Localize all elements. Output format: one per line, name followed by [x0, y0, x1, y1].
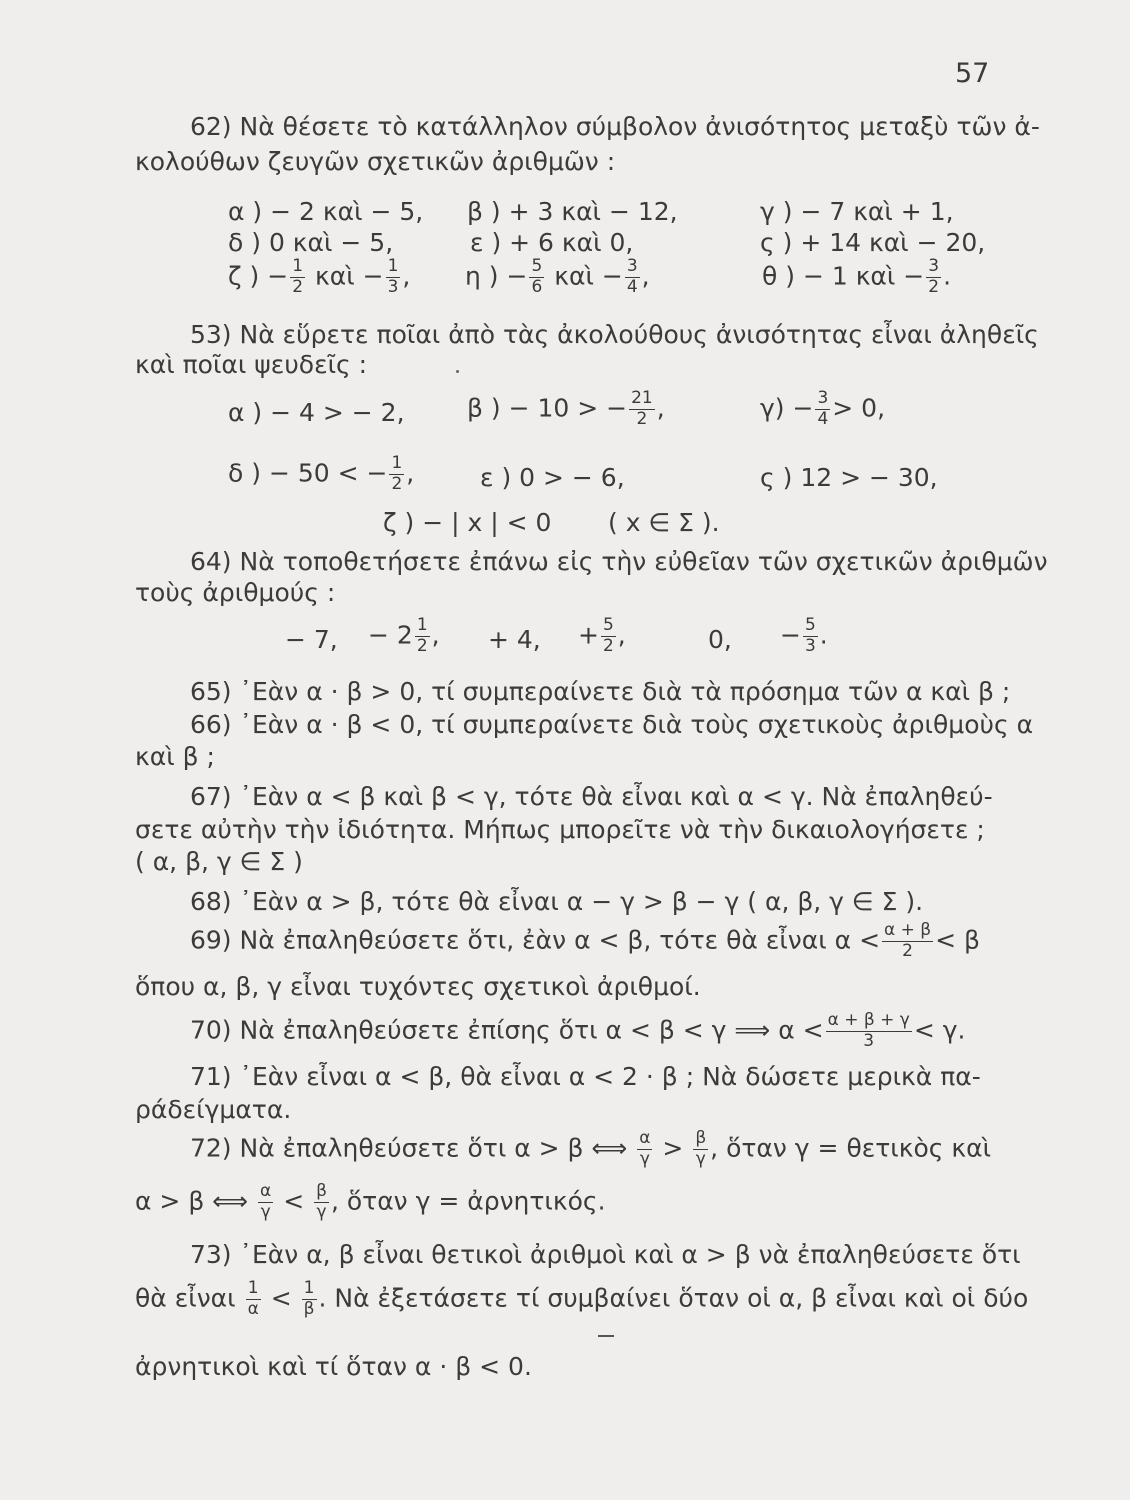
fraction: $\frac{\alpha}{\gamma}$ — [639, 1128, 651, 1169]
exercise-53-line-1: 53) Νὰ εὕρετε ποῖαι ἀπὸ τὰς ἀκολούθους ἀνισότητας εἶναι ἀληθεῖς — [190, 320, 1039, 349]
exercise-53-line-2: καὶ ποῖαι ψευδεῖς : — [135, 350, 368, 379]
exercise-67-line-2: σετε αὐτὴν τὴν ἰδιότητα. Μήπως μπορεῖτε νὰ τὴν δικαιολογήσετε ; — [135, 815, 985, 844]
exercise-73-line-2: θὰ εἶναι $\frac{1}{\alpha}$ < $\frac{1}{\beta}$ . Νὰ ἐξετάσετε τί συμβαίνει ὅταν οἱ α, β εἶναι καὶ οἱ δύο — [135, 1278, 1029, 1319]
exercise-65: 65) ᾿Εὰν α · β > 0, τί συμπεραίνετε διὰ τὰ πρόσημα τῶν α καὶ β ; — [190, 677, 1011, 706]
exercise-70: 70) Νὰ ἐπαληθεύσετε ἐπίσης ὅτι α < β < γ ⟹ α < $\frac{\alpha + \beta + \gamma}{3}$ < γ. — [190, 1010, 966, 1051]
fraction: $\frac{\beta}{\gamma}$ — [316, 1181, 327, 1222]
ex53-item-b: β ) − 10 > − $\frac{21}{2}$ , — [467, 388, 665, 429]
fraction: $\frac{1}{3}$ — [387, 256, 399, 297]
ex53-item-c: γ) − $\frac{3}{4}$ > 0, — [760, 388, 886, 429]
exercise-71-line-1: 71) ᾿Εὰν εἶναι α < β, θὰ εἶναι α < 2 · β ; Νὰ δώσετε μερικὰ πα- — [190, 1062, 981, 1091]
exercise-64-line-1: 64) Νὰ τοποθετήσετε ἐπάνω εἰς τὴν εὐθεῖαν τῶν σχετικῶν ἀριθμῶν — [190, 547, 1048, 576]
exercise-69-line-1: 69) Νὰ ἐπαληθεύσετε ὅτι, ἐὰν α < β, τότε θὰ εἶναι α < $\frac{\alpha + \beta}{2}$ < β — [190, 920, 980, 961]
ex53-item-g-condition: ( x ∈ Σ ). — [608, 508, 720, 537]
fraction: $\frac{1}{\alpha}$ — [247, 1278, 259, 1319]
ex53-item-d: δ ) − 50 < − $\frac{1}{2}$ , — [228, 453, 415, 494]
exercise-69-line-2: ὅπου α, β, γ εἶναι τυχόντες σχετικοὶ ἀριθμοί. — [135, 972, 701, 1001]
fraction: $\frac{3}{2}$ — [928, 256, 940, 297]
fraction: $\frac{3}{4}$ — [626, 256, 638, 297]
fraction: $\frac{1}{2}$ — [416, 615, 428, 656]
ex53-item-a: α ) − 4 > − 2, — [228, 398, 405, 427]
ex64-number-3: + 4, — [488, 625, 541, 654]
fraction: $\frac{5}{2}$ — [602, 615, 614, 656]
ex64-number-5: 0, — [708, 625, 732, 654]
fraction: $\frac{1}{\beta}$ — [303, 1278, 315, 1319]
exercise-66-line-1: 66) ᾿Εὰν α · β < 0, τί συμπεραίνετε διὰ τοὺς σχετικοὺς ἀριθμοὺς α — [190, 710, 1034, 739]
exercise-71-line-2: ράδείγματα. — [135, 1095, 292, 1124]
ex64-number-4: + $\frac{5}{2}$ , — [578, 615, 626, 656]
fraction: $\frac{5}{6}$ — [531, 256, 543, 297]
exercise-73-line-1: 73) ᾿Εὰν α, β εἶναι θετικοὶ ἀριθμοὶ καὶ α > β νὰ ἐπαληθεύσετε ὅτι — [190, 1240, 1021, 1269]
exercise-67-line-1: 67) ᾿Εὰν α < β καὶ β < γ, τότε θὰ εἶναι καὶ α < γ. Νὰ ἐπαληθεύ- — [190, 782, 993, 811]
exercise-68: 68) ᾿Εὰν α > β, τότε θὰ εἶναι α − γ > β − γ ( α, β, γ ∈ Σ ). — [190, 887, 924, 916]
ex62-item-g: ζ ) − $\frac{1}{2}$ καὶ − $\frac{1}{3}$ , — [228, 256, 411, 297]
fraction: $\frac{\alpha + \beta}{2}$ — [884, 920, 932, 961]
exercise-72-line-2: α > β ⟺ $\frac{\alpha}{\gamma}$ < $\frac{\beta}{\gamma}$ , ὅταν γ = ἀρνητικός. — [135, 1181, 606, 1222]
ex64-number-2: − 2 $\frac{1}{2}$ , — [368, 615, 440, 656]
ex64-number-1: − 7, — [285, 625, 338, 654]
scan-dot — [456, 370, 459, 373]
ex62-item-b: β ) + 3 καὶ − 12, — [467, 197, 678, 226]
ex62-item-c: γ ) − 7 καὶ + 1, — [760, 197, 954, 226]
ex53-item-e: ε ) 0 > − 6, — [480, 463, 625, 492]
fraction: $\frac{\alpha}{\gamma}$ — [260, 1181, 272, 1222]
exercise-67-line-3: ( α, β, γ ∈ Σ ) — [135, 847, 303, 876]
ex62-item-d: δ ) 0 καὶ − 5, — [228, 228, 394, 257]
exercise-66-line-2: καὶ β ; — [135, 742, 215, 771]
exercise-64-line-2: τοὺς ἀριθμούς : — [135, 578, 336, 607]
ex62-item-h: η ) − $\frac{5}{6}$ καὶ − $\frac{3}{4}$ , — [465, 256, 650, 297]
ex53-item-f: ς ) 12 > − 30, — [760, 463, 938, 492]
fraction: $\frac{\beta}{\gamma}$ — [695, 1128, 707, 1169]
exercise-72-line-1: 72) Νὰ ἐπαληθεύσετε ὅτι α > β ⟺ $\frac{\alpha}{\gamma}$ > $\frac{\beta}{\gamma}$ , ὅταν γ = θετικὸς καὶ — [190, 1128, 992, 1169]
ex53-item-g: ζ ) − | x | < 0 — [383, 508, 552, 537]
ex62-item-i: θ ) − 1 καὶ − $\frac{3}{2}$ . — [762, 256, 952, 297]
ex62-item-e: ε ) + 6 καὶ 0, — [470, 228, 634, 257]
ex62-item-a: α ) − 2 καὶ − 5, — [228, 197, 424, 226]
exercise-73-line-3: ἀρνητικοὶ καὶ τί ὅταν α · β < 0. — [135, 1352, 532, 1381]
ex62-item-f: ς ) + 14 καὶ − 20, — [760, 228, 986, 257]
fraction: $\frac{\alpha + \beta + \gamma}{3}$ — [827, 1010, 910, 1051]
exercise-62-line-2: κολούθων ζευγῶν σχετικῶν ἀριθμῶν : — [135, 147, 616, 176]
fraction: $\frac{1}{2}$ — [292, 256, 304, 297]
fraction: $\frac{5}{3}$ — [804, 615, 816, 656]
ex64-number-6: − $\frac{5}{3}$ . — [780, 615, 828, 656]
page-number: 57 — [955, 58, 990, 89]
scan-mark — [598, 1335, 614, 1337]
fraction: $\frac{21}{2}$ — [631, 388, 653, 429]
fraction: $\frac{1}{2}$ — [391, 453, 403, 494]
exercise-62-line-1: 62) Νὰ θέσετε τὸ κατάλληλον σύμβολον ἀνισότητος μεταξὺ τῶν ἀ- — [190, 112, 1040, 141]
fraction: $\frac{3}{4}$ — [817, 388, 829, 429]
